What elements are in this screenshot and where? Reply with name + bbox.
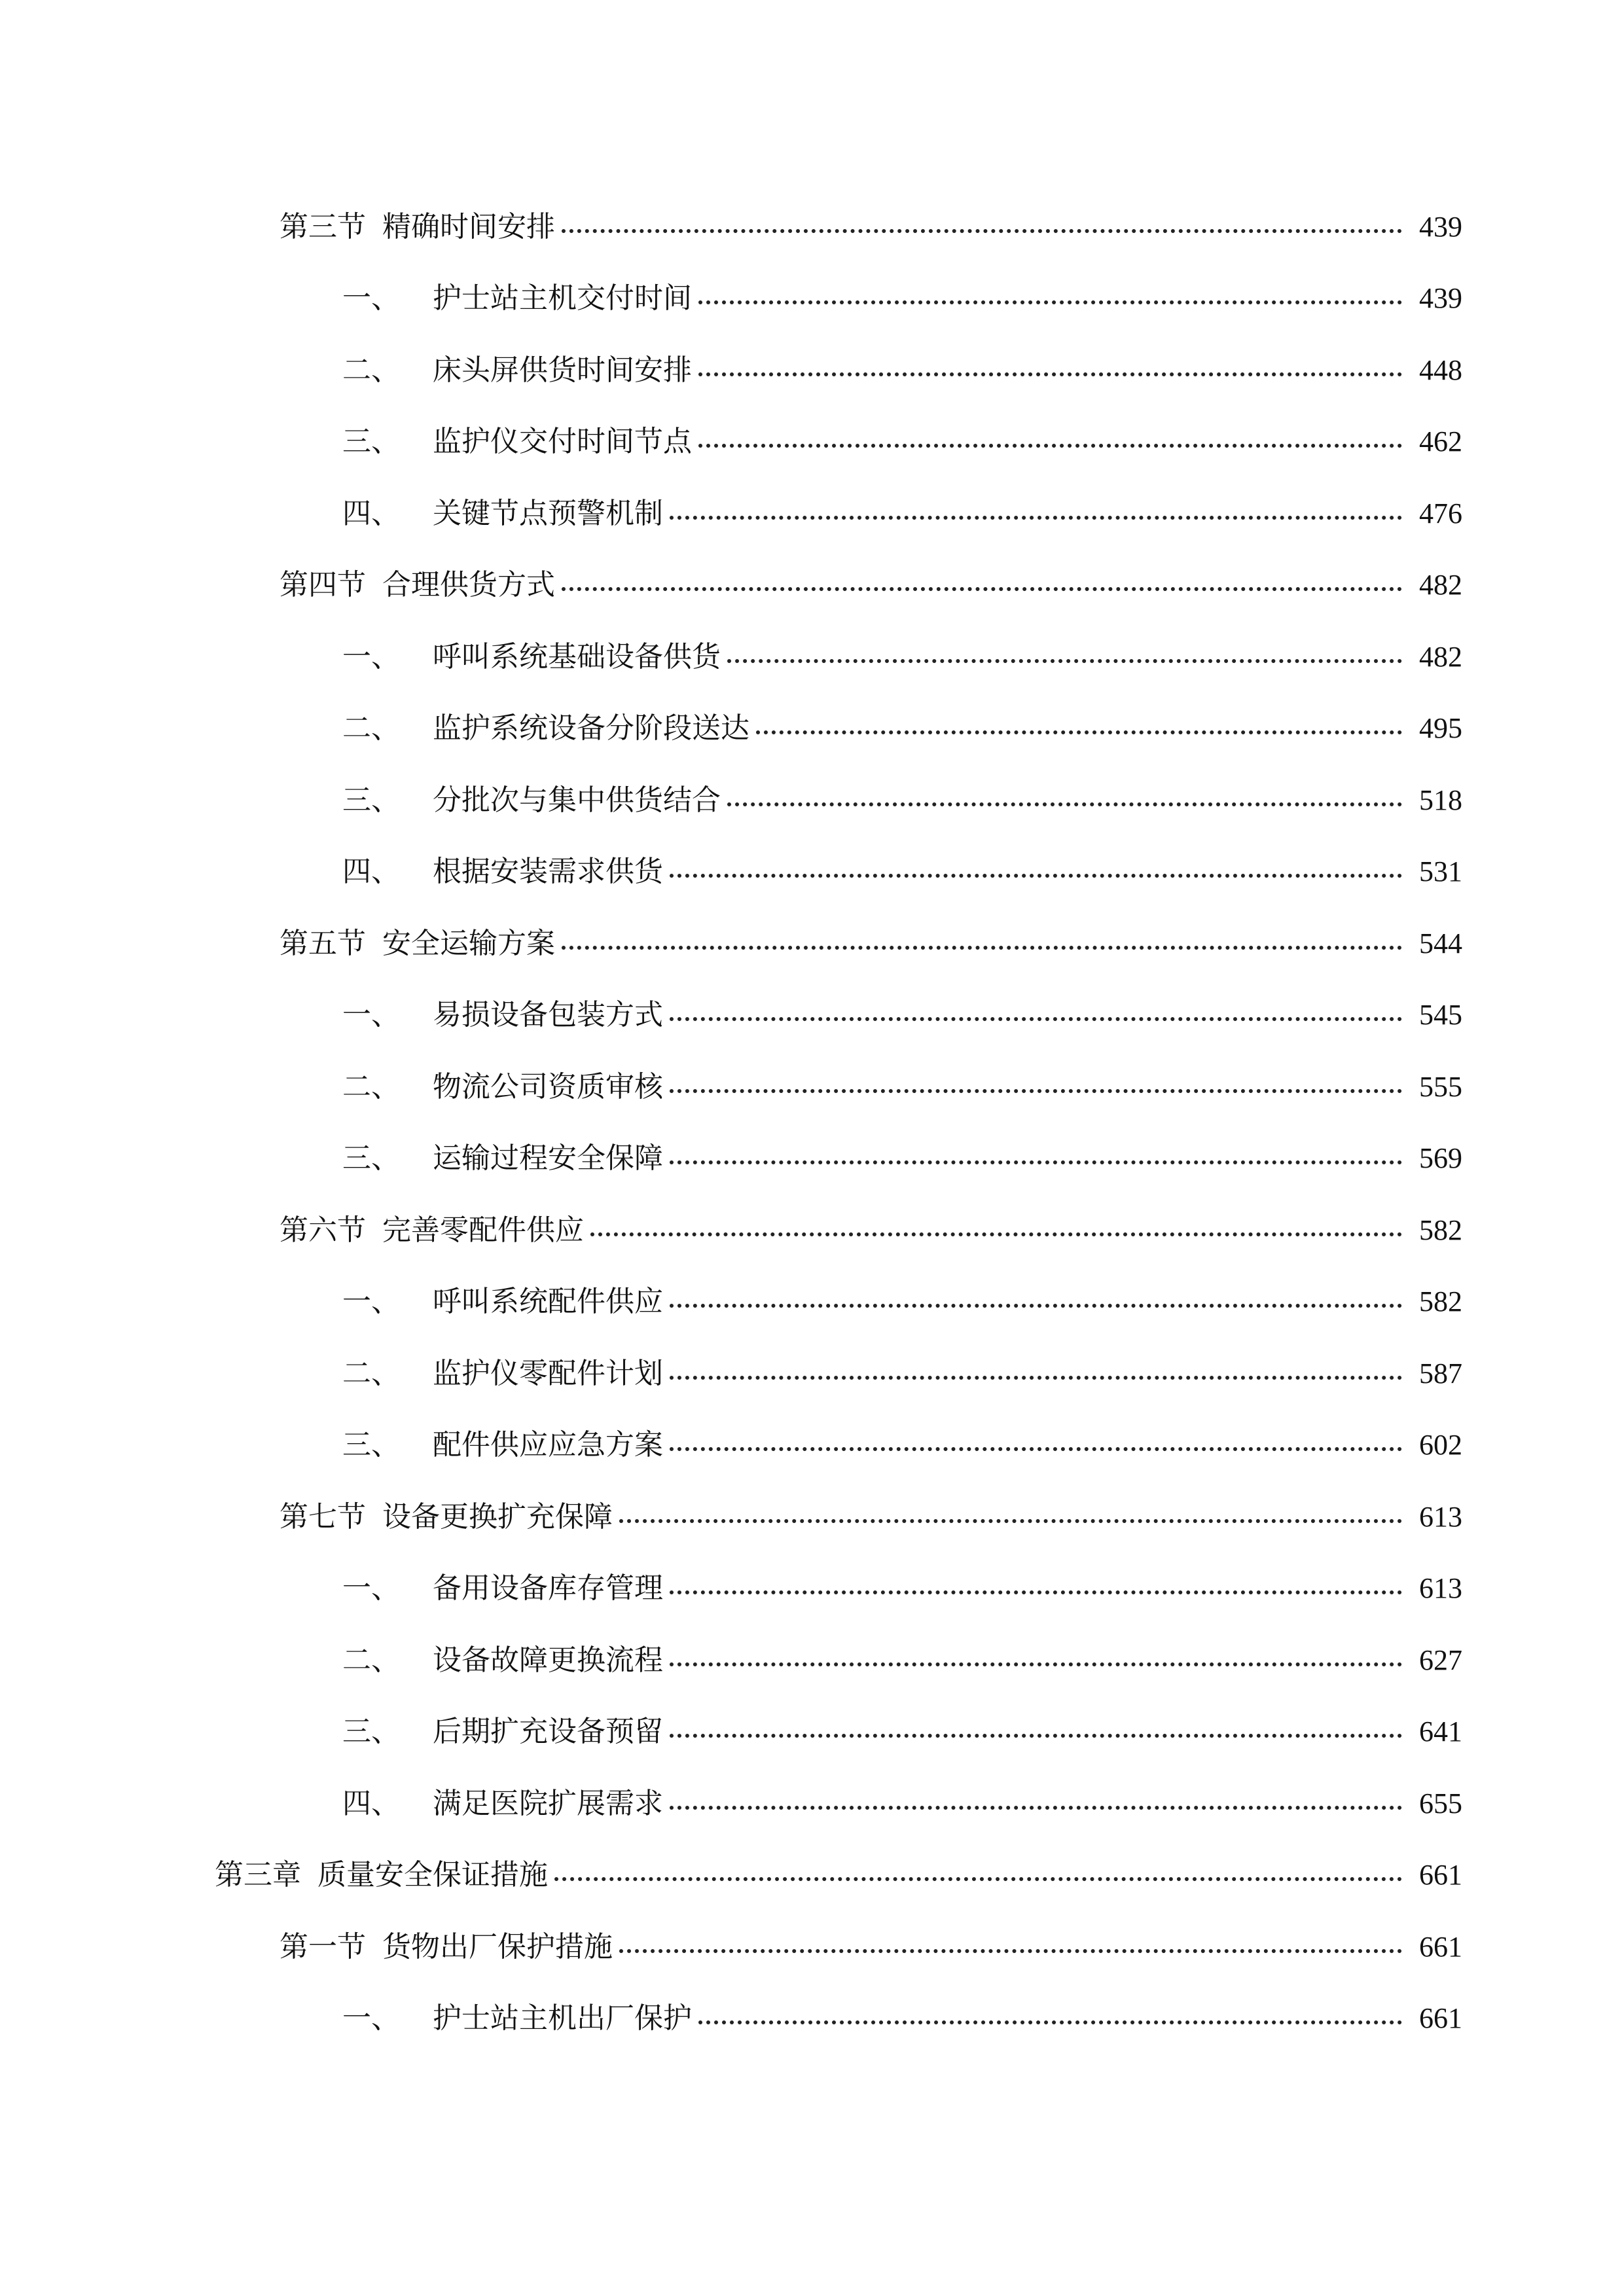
toc-entry-number: 第三节 — [280, 209, 366, 243]
toc-entry-title: 运输过程安全保障 — [433, 1141, 663, 1175]
toc-entry-number: 第一节 — [280, 1929, 366, 1964]
table-of-contents — [0, 191, 1624, 2054]
toc-dot-leader — [619, 1949, 1402, 1953]
toc-entry-title: 物流公司资质审核 — [433, 1069, 663, 1103]
toc-dot-leader — [670, 1662, 1402, 1666]
toc-entry-number: 第三章 — [215, 1858, 301, 1892]
toc-entry[interactable] — [0, 1983, 1624, 2055]
toc-entry-number: 二、 — [342, 1643, 400, 1677]
toc-entry-number: 三、 — [342, 425, 400, 459]
toc-entry[interactable] — [0, 1123, 1624, 1195]
toc-entry[interactable] — [0, 1051, 1624, 1123]
toc-entry-title: 分批次与集中供货结合 — [433, 783, 721, 817]
toc-dot-leader — [554, 1877, 1402, 1881]
toc-entry-number: 三、 — [342, 1141, 400, 1175]
toc-dot-leader — [727, 659, 1402, 663]
toc-entry[interactable] — [0, 1553, 1624, 1625]
toc-entry-title: 护士站主机出厂保护 — [433, 2001, 692, 2036]
toc-dot-leader — [670, 1447, 1402, 1451]
toc-entry[interactable] — [0, 1768, 1624, 1840]
toc-dot-leader — [562, 946, 1402, 950]
toc-entry-number: 二、 — [342, 711, 400, 745]
toc-entry-page-number: 531 — [1419, 855, 1462, 888]
toc-entry-page-number: 655 — [1419, 1787, 1462, 1820]
toc-entry[interactable] — [0, 836, 1624, 908]
toc-entry-title: 完善零配件供应 — [382, 1213, 584, 1247]
toc-entry-page-number: 569 — [1419, 1142, 1462, 1175]
toc-entry-page-number: 545 — [1419, 999, 1462, 1031]
toc-entry-page-number: 555 — [1419, 1070, 1462, 1103]
toc-entry-title: 满足医院扩展需求 — [433, 1786, 663, 1820]
toc-entry-title: 后期扩充设备预留 — [433, 1715, 663, 1749]
toc-entry-page-number: 587 — [1419, 1357, 1462, 1390]
toc-entry-title: 易损设备包装方式 — [433, 998, 663, 1032]
toc-dot-leader — [670, 1089, 1402, 1093]
toc-entry-page-number: 613 — [1419, 1572, 1462, 1605]
toc-entry[interactable] — [0, 980, 1624, 1052]
toc-dot-leader — [727, 802, 1402, 806]
toc-entry[interactable] — [0, 334, 1624, 406]
toc-entry[interactable] — [0, 1266, 1624, 1338]
toc-entry-number: 三、 — [342, 1715, 400, 1749]
toc-dot-leader — [698, 372, 1402, 376]
toc-dot-leader — [670, 1376, 1402, 1380]
toc-entry-number: 第五节 — [280, 926, 366, 960]
toc-dot-leader — [670, 1017, 1402, 1021]
toc-dot-leader — [670, 516, 1402, 520]
toc-entry[interactable] — [0, 191, 1624, 263]
toc-entry-page-number: 462 — [1419, 425, 1462, 458]
toc-dot-leader — [619, 1519, 1402, 1523]
toc-entry-page-number: 495 — [1419, 712, 1462, 745]
toc-entry[interactable] — [0, 1696, 1624, 1768]
toc-entry-number: 二、 — [342, 353, 400, 387]
toc-entry[interactable] — [0, 621, 1624, 693]
toc-entry[interactable] — [0, 1410, 1624, 1482]
toc-dot-leader — [562, 587, 1402, 591]
toc-entry-number: 四、 — [342, 1786, 400, 1820]
toc-entry-title: 床头屏供货时间安排 — [433, 353, 692, 387]
toc-entry-title: 监护系统设备分阶段送达 — [433, 711, 749, 745]
toc-dot-leader — [670, 1304, 1402, 1308]
toc-entry-number: 第七节 — [280, 1499, 366, 1534]
toc-entry-page-number: 448 — [1419, 353, 1462, 386]
toc-dot-leader — [698, 444, 1402, 448]
toc-entry-page-number: 518 — [1419, 783, 1462, 816]
toc-entry-page-number: 582 — [1419, 1285, 1462, 1318]
toc-entry-page-number: 544 — [1419, 927, 1462, 960]
toc-entry-number: 一、 — [342, 2001, 400, 2036]
toc-entry-number: 一、 — [342, 639, 400, 673]
toc-entry-page-number: 439 — [1419, 282, 1462, 315]
toc-entry-number: 第六节 — [280, 1213, 366, 1247]
toc-entry-title: 根据安装需求供货 — [433, 855, 663, 889]
toc-entry-title: 监护仪零配件计划 — [433, 1356, 663, 1390]
toc-entry[interactable] — [0, 693, 1624, 765]
toc-entry-page-number: 641 — [1419, 1715, 1462, 1748]
toc-entry[interactable] — [0, 1911, 1624, 1983]
toc-entry-title: 配件供应应急方案 — [433, 1428, 663, 1462]
toc-entry[interactable] — [0, 1194, 1624, 1266]
toc-dot-leader — [670, 1734, 1402, 1738]
toc-entry-number: 四、 — [342, 855, 400, 889]
toc-entry[interactable] — [0, 1338, 1624, 1410]
toc-entry-page-number: 661 — [1419, 1930, 1462, 1963]
toc-entry[interactable] — [0, 406, 1624, 478]
toc-dot-leader — [756, 730, 1402, 734]
toc-dot-leader — [670, 874, 1402, 878]
toc-dot-leader — [670, 1590, 1402, 1594]
toc-entry-title: 设备更换扩充保障 — [382, 1499, 613, 1534]
toc-dot-leader — [698, 2020, 1402, 2024]
toc-entry-page-number: 482 — [1419, 569, 1462, 601]
toc-entry-title: 设备故障更换流程 — [433, 1643, 663, 1677]
toc-entry-title: 护士站主机交付时间 — [433, 281, 692, 315]
toc-entry-page-number: 661 — [1419, 2002, 1462, 2035]
toc-entry[interactable] — [0, 263, 1624, 335]
toc-entry-page-number: 439 — [1419, 210, 1462, 243]
toc-entry-title: 呼叫系统配件供应 — [433, 1285, 663, 1319]
toc-entry-number: 四、 — [342, 496, 400, 530]
toc-entry[interactable] — [0, 478, 1624, 550]
toc-entry-title: 安全运输方案 — [382, 926, 555, 960]
toc-entry-page-number: 582 — [1419, 1213, 1462, 1246]
toc-entry-title: 合理供货方式 — [382, 568, 555, 602]
toc-entry-title: 呼叫系统基础设备供货 — [433, 639, 721, 673]
toc-dot-leader — [698, 300, 1402, 304]
toc-entry-number: 一、 — [342, 1285, 400, 1319]
toc-entry-page-number: 627 — [1419, 1643, 1462, 1676]
toc-entry-title: 监护仪交付时间节点 — [433, 425, 692, 459]
toc-entry[interactable] — [0, 1840, 1624, 1912]
toc-entry-title: 精确时间安排 — [382, 209, 555, 243]
toc-entry-page-number: 476 — [1419, 497, 1462, 529]
toc-entry-title: 质量安全保证措施 — [317, 1858, 548, 1892]
toc-entry-number: 三、 — [342, 1428, 400, 1462]
toc-entry-number: 一、 — [342, 1571, 400, 1605]
toc-dot-leader — [670, 1806, 1402, 1810]
toc-entry-number: 一、 — [342, 281, 400, 315]
toc-entry-title: 关键节点预警机制 — [433, 496, 663, 530]
toc-entry-title: 货物出厂保护措施 — [382, 1929, 613, 1964]
toc-entry[interactable] — [0, 550, 1624, 622]
toc-entry[interactable] — [0, 764, 1624, 836]
toc-entry[interactable] — [0, 1481, 1624, 1553]
toc-entry-page-number: 661 — [1419, 1859, 1462, 1892]
toc-dot-leader — [562, 229, 1402, 233]
toc-entry-page-number: 482 — [1419, 640, 1462, 673]
toc-entry-number: 二、 — [342, 1356, 400, 1390]
toc-dot-leader — [670, 1160, 1402, 1164]
toc-dot-leader — [590, 1232, 1402, 1236]
toc-entry[interactable] — [0, 908, 1624, 980]
toc-entry-page-number: 613 — [1419, 1500, 1462, 1533]
toc-entry-number: 一、 — [342, 998, 400, 1032]
toc-entry-number: 二、 — [342, 1069, 400, 1103]
toc-entry[interactable] — [0, 1624, 1624, 1696]
toc-entry-title: 备用设备库存管理 — [433, 1571, 663, 1605]
toc-entry-number: 三、 — [342, 783, 400, 817]
toc-entry-number: 第四节 — [280, 568, 366, 602]
toc-entry-page-number: 602 — [1419, 1429, 1462, 1462]
